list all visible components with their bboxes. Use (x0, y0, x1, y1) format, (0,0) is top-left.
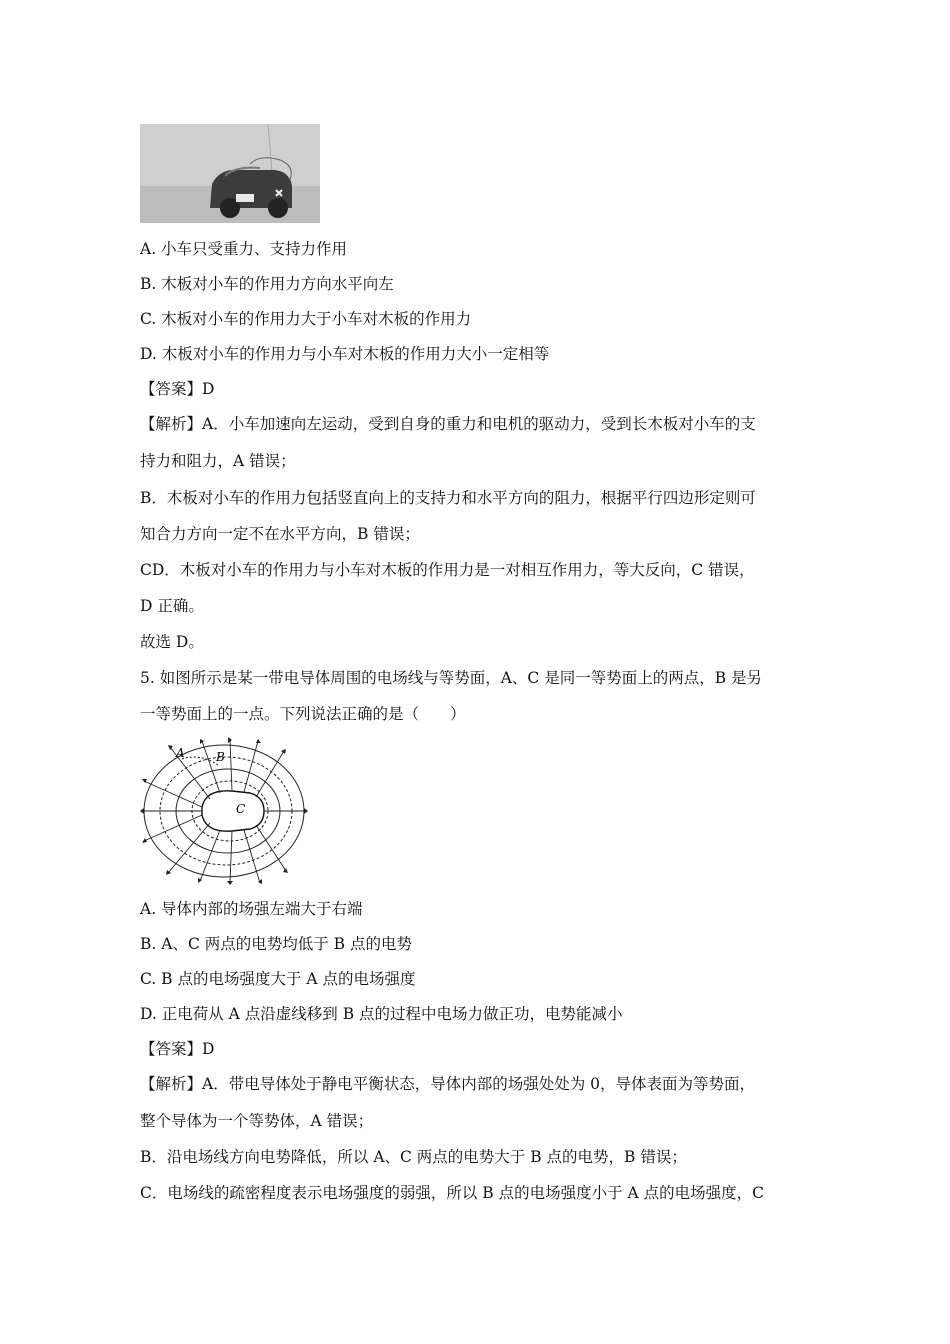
q4-analysis-line: B．木板对小车的作用力包括竖直向上的支持力和水平方向的阻力，根据平行四边形定则可 (140, 489, 756, 507)
q4-analysis-line: D 正确。 (140, 597, 204, 615)
toy-car-image (140, 124, 320, 223)
q4-analysis-line: 故选 D。 (140, 633, 204, 651)
q5-option-a: A. 导体内部的场强左端大于右端 (140, 900, 363, 918)
point-b-label: B (216, 750, 225, 764)
q5-analysis-line: B．沿电场线方向电势降低，所以 A、C 两点的电势大于 B 点的电势，B 错误； (140, 1148, 687, 1166)
q5-analysis-line: C．电场线的疏密程度表示电场强度的弱强，所以 B 点的电场强度小于 A 点的电场强度，C (140, 1184, 765, 1202)
q4-option-a: A. 小车只受重力、支持力作用 (140, 240, 348, 258)
electric-field-figure (140, 737, 310, 885)
q4-option-b: B. 木板对小车的作用力方向水平向左 (140, 275, 394, 293)
q5-analysis-line: 【解析】A．带电导体处于静电平衡状态，导体内部的场强处处为 0，导体表面为等势面， (140, 1075, 755, 1093)
q5-option-b: B. A、C 两点的电势均低于 B 点的电势 (140, 935, 412, 953)
point-c-label: C (236, 802, 246, 816)
q4-analysis-line: 【解析】A．小车加速向左运动，受到自身的重力和电机的驱动力，受到长木板对小车的支 (140, 415, 756, 433)
q4-analysis-line: 知合力方向一定不在水平方向，B 错误； (140, 525, 420, 543)
q5-option-c: C. B 点的电场强度大于 A 点的电场强度 (140, 970, 416, 988)
q5-option-d: D. 正电荷从 A 点沿虚线移到 B 点的过程中电场力做正功，电势能减小 (140, 1005, 623, 1023)
q5-answer: 【答案】D (140, 1040, 215, 1058)
toy-car-photo (140, 124, 320, 223)
q4-analysis-line: 持力和阻力，A 错误； (140, 452, 296, 470)
q4-option-c: C. 木板对小车的作用力大于小车对木板的作用力 (140, 310, 472, 328)
q4-answer: 【答案】D (140, 380, 215, 398)
field-lines-diagram (140, 737, 310, 885)
q4-option-d: D. 木板对小车的作用力与小车对木板的作用力大小一定相等 (140, 345, 550, 363)
point-a-label: A (176, 746, 185, 760)
q5-analysis-line: 整个导体为一个等势体，A 错误； (140, 1112, 374, 1130)
q4-analysis-line: CD．木板对小车的作用力与小车对木板的作用力是一对相互作用力，等大反向，C 错误， (140, 561, 755, 579)
q5-stem-line: 5. 如图所示是某一带电导体周围的电场线与等势面，A、C 是同一等势面上的两点，B 是另 (140, 669, 763, 687)
q5-stem-line: 一等势面上的一点。下列说法正确的是（ ） (140, 705, 466, 723)
